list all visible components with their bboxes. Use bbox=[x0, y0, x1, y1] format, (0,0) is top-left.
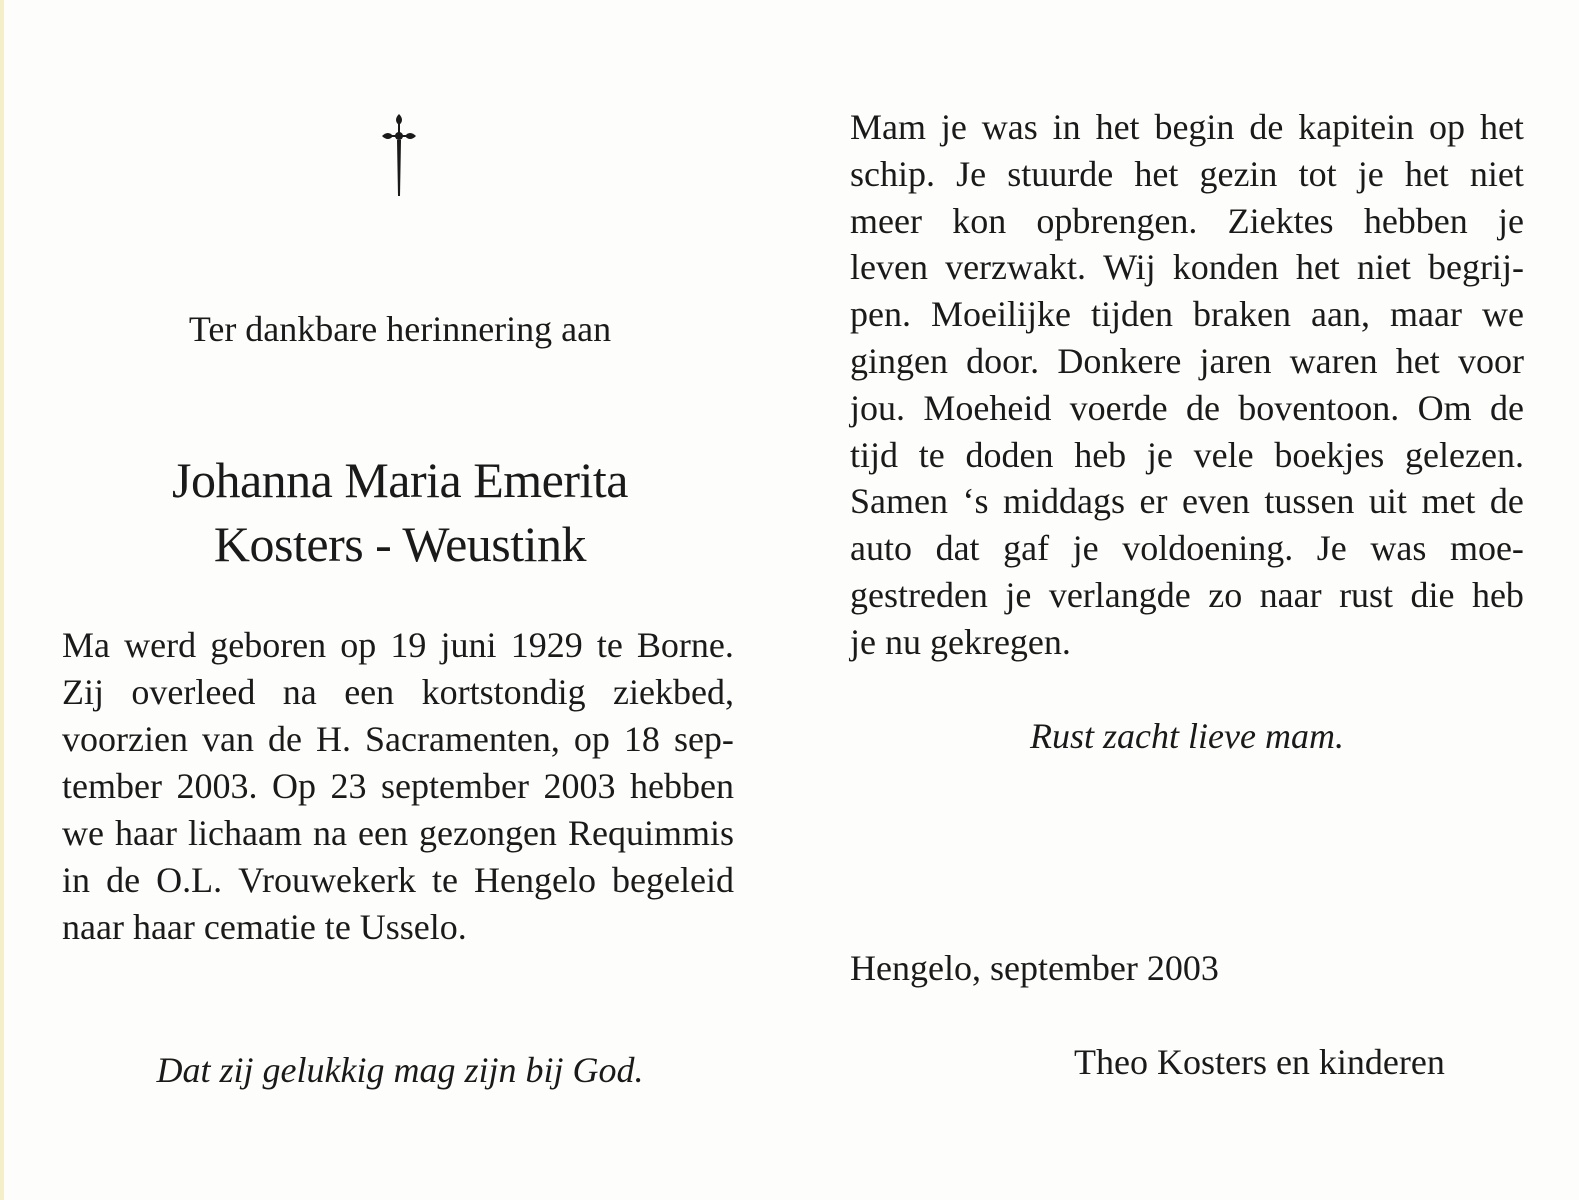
tribute-line: Samen ‘s middags er even tussen uit met de bbox=[850, 481, 1524, 522]
tribute-line: leven verzwakt. Wij konden het niet begrij- bbox=[850, 247, 1524, 288]
biography-line: tember 2003. Op 23 september 2003 hebben bbox=[62, 766, 734, 806]
deceased-given-names: Johanna Maria Emerita bbox=[172, 452, 628, 508]
tribute-line: meer kon opbrengen. Ziektes hebben je bbox=[850, 200, 1524, 241]
intro-text: Ter dankbare herinnering aan bbox=[188, 309, 612, 349]
tribute-line: schip. Je stuurde het gezin tot je het niet bbox=[850, 153, 1524, 194]
place-and-date: Hengelo, september 2003 bbox=[850, 948, 1219, 988]
biography-line: Ma werd geboren op 19 juni 1929 te Borne. bbox=[62, 625, 734, 665]
biography-line: naar haar cematie te Usselo. bbox=[62, 907, 467, 947]
tribute-text bbox=[850, 104, 1524, 666]
biography-line: we haar lichaam na een gezongen Requimmis bbox=[62, 813, 734, 853]
deceased-family-name: Kosters - Weustink bbox=[213, 516, 587, 572]
tribute-line: pen. Moeilijke tijden braken aan, maar we bbox=[850, 294, 1524, 335]
biography bbox=[62, 622, 734, 951]
biography-line: in de O.L. Vrouwekerk te Hengelo begeleid bbox=[62, 860, 734, 900]
tribute-line: jou. Moeheid voerde de boventoon. Om de bbox=[850, 387, 1524, 428]
left-closing-line: Dat zij gelukkig mag zijn bij God. bbox=[156, 1050, 644, 1090]
biography-line: Zij overleed na een kortstondig ziekbed, bbox=[62, 672, 734, 712]
tribute-line: tijd te doden heb je vele boekjes gelezen. bbox=[850, 434, 1524, 475]
tribute-line: gestreden je verlangde zo naar rust die heb bbox=[850, 574, 1524, 615]
tribute-line: je nu gekregen. bbox=[850, 621, 1071, 662]
tribute-line: auto dat gaf je voldoening. Je was moe- bbox=[850, 528, 1524, 569]
right-closing-line: Rust zacht lieve mam. bbox=[1030, 716, 1344, 756]
latin-cross-icon bbox=[376, 112, 422, 198]
card-edge bbox=[0, 0, 4, 1200]
tribute-line: gingen door. Donkere jaren waren het voor bbox=[850, 340, 1524, 381]
tribute-line: Mam je was in het begin de kapitein op het bbox=[850, 107, 1524, 147]
family-signature: Theo Kosters en kinderen bbox=[1074, 1042, 1445, 1082]
biography-line: voorzien van de H. Sacramenten, op 18 sep- bbox=[62, 719, 734, 759]
